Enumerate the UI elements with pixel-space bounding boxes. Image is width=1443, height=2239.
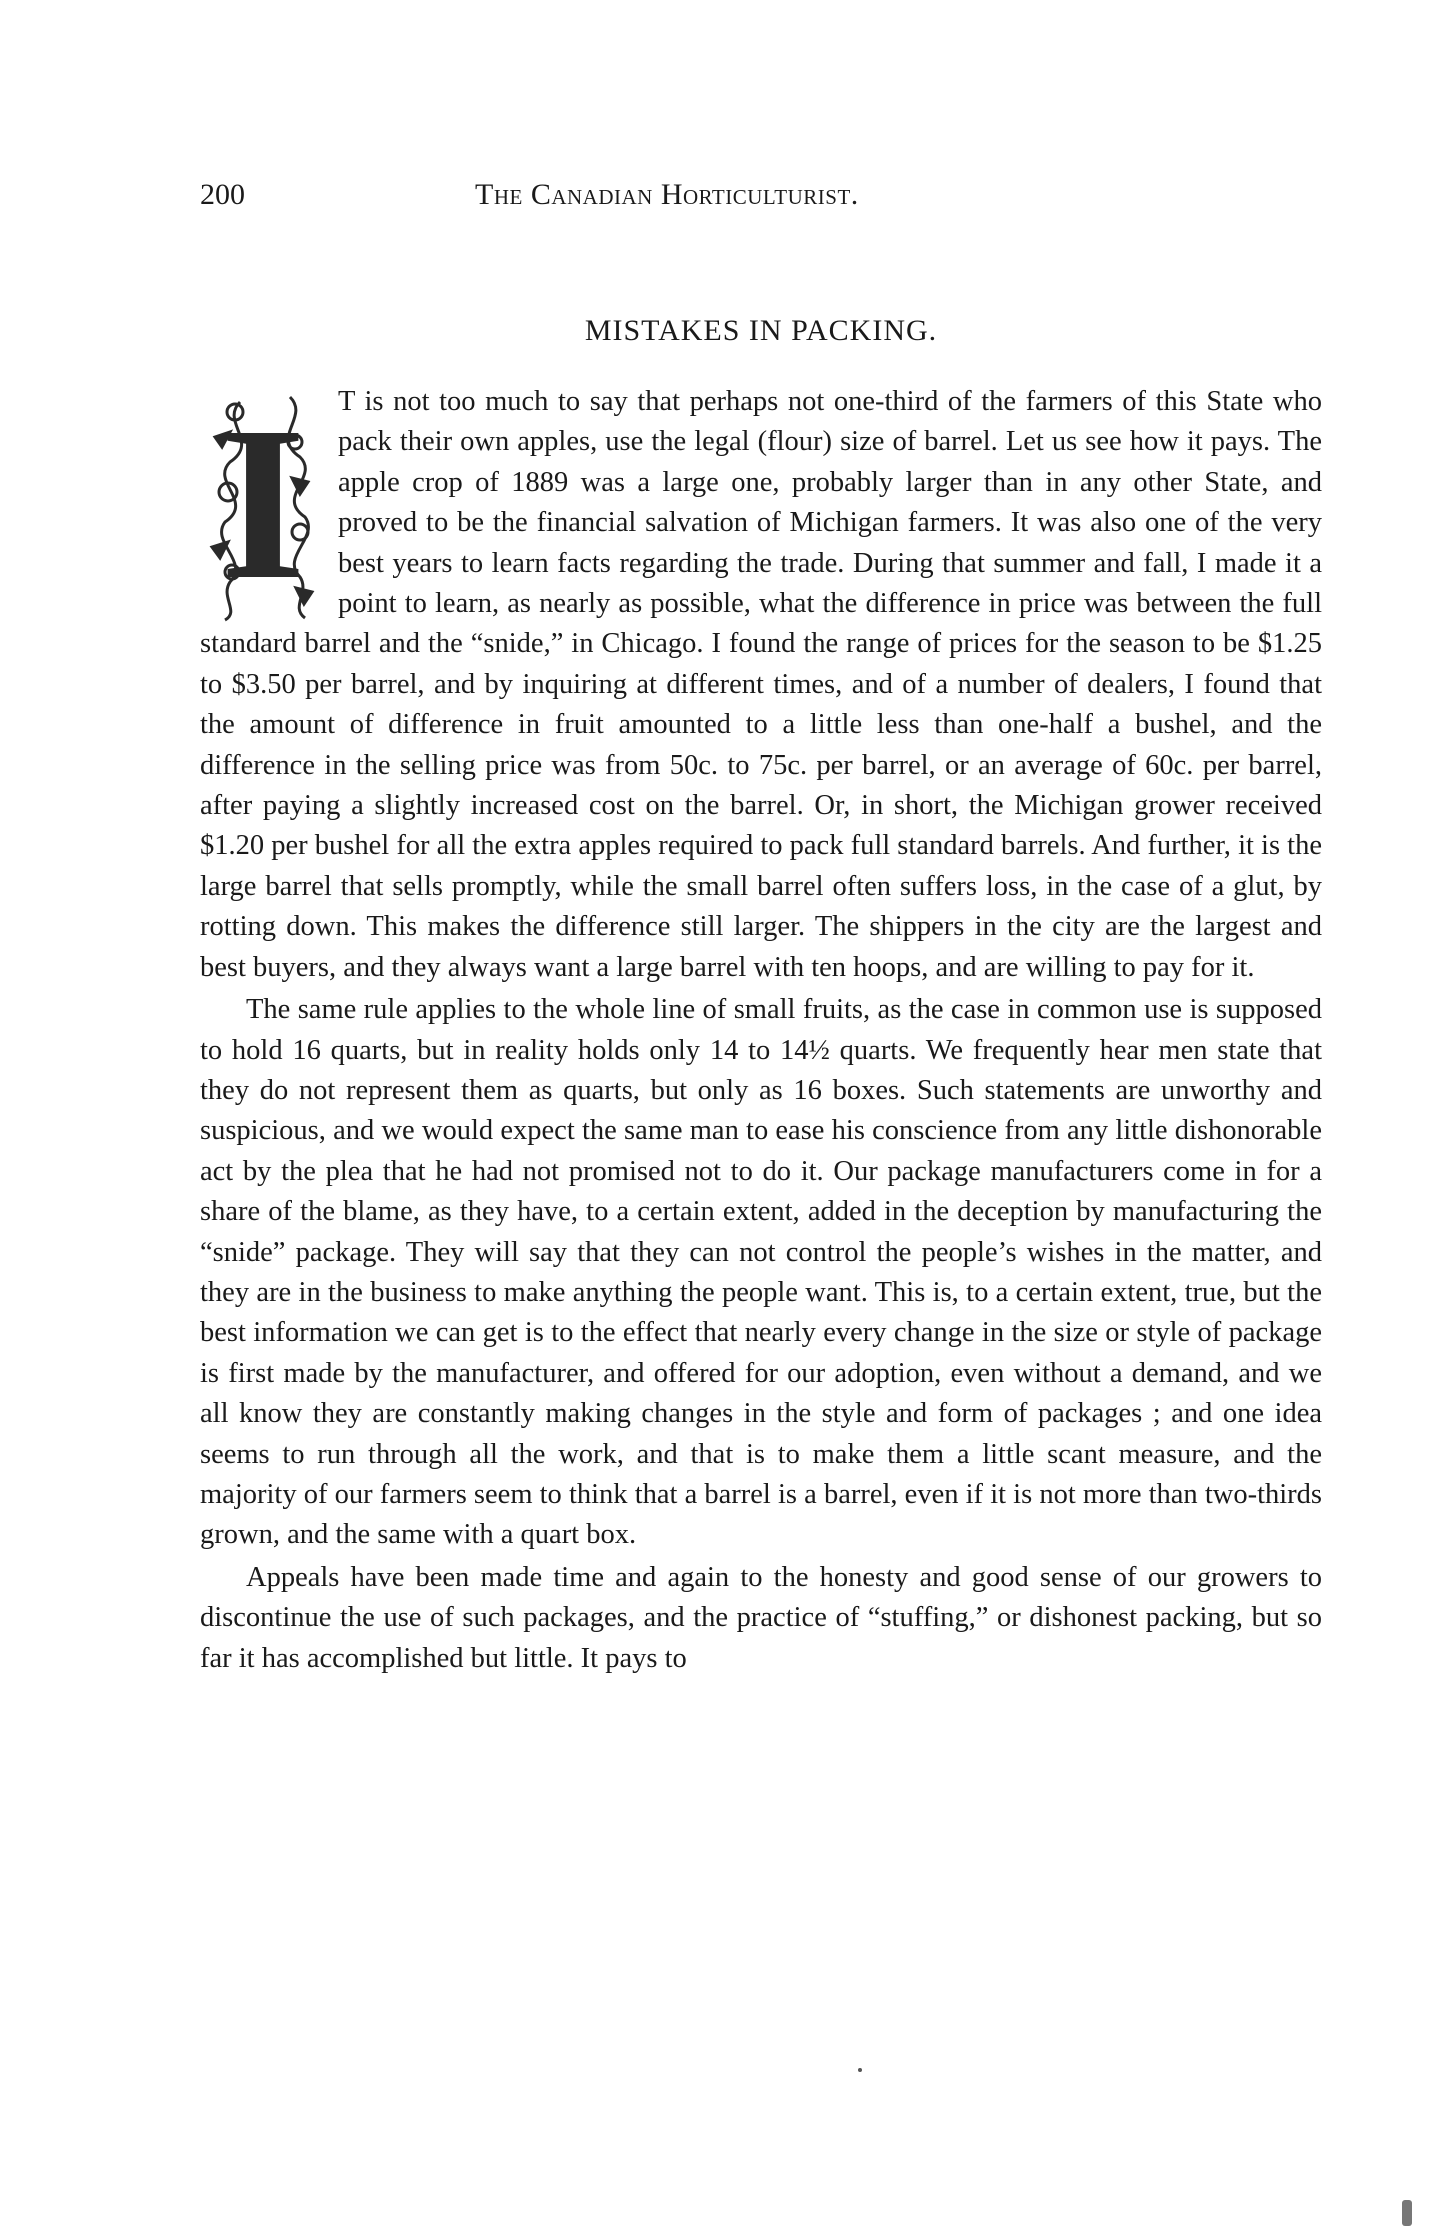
ornamental-drop-cap — [200, 382, 326, 624]
page-speck — [858, 2068, 862, 2072]
page-number: 200 — [200, 178, 245, 211]
running-title: The Canadian Horticulturist. — [475, 178, 859, 211]
running-header — [200, 178, 1000, 226]
drop-cap-letter: I — [220, 381, 306, 625]
paragraph-3: Appeals have been made time and again to the honesty and good sense of our growers to discontinue the use of such packages, and the practice of “stuffing,” or dishonest packing, but so far it has accomplished but little. It pays to — [200, 1561, 1322, 1674]
article-title: MISTAKES IN PACKING. — [584, 314, 938, 347]
paragraph-1 — [200, 382, 1322, 988]
page-speck — [1402, 2200, 1412, 2226]
article-body — [200, 382, 1322, 1681]
paragraph-1-text: T is not too much to say that perhaps not one-third of the farmers of this State who pack their own apples, use the legal (flour) size of barrel. Let us see how it pays. The apple crop of 1889 was a large one, probably larger than in any other State, and proved to be the financial salvation of Michigan farmers. It was also one of the very best years to learn facts regarding the trade. During that summer and fall, I made it a point to learn, as nearly as possible, what the difference in price was between the full standard barrel and the “snide,” in Chicago. I found the range of prices for the season to be $1.25 to $3.50 per barrel, and by inquiring at different times, and of a number of dealers, I found that the amount of difference in fruit amounted to a little less than one-half a bushel, and the difference in the selling price was from 50c. to 75c. per barrel, or an average of 60c. per barrel, after paying a slightly increased cost on the barrel. Or, in short, the Michigan grower received $1.20 per bushel for all the extra apples required to pack full standard barrels. And further, it is the large barrel that sells promptly, while the small barrel often suffers loss, in the case of a glut, by rotting down. This makes the difference still larger. The shippers in the city are the largest and best buyers, and they always want a large barrel with ten hoops, and are willing to pay for it. — [200, 386, 1322, 983]
paragraph-2: The same rule applies to the whole line of small fruits, as the case in common use is supposed to hold 16 quarts, but in reality holds only 14 to 14½ quarts. We frequently hear men state that they do not represent them as quarts, but only as 16 boxes. Such statements are unworthy and suspicious, and we would expect the same man to ease his conscience from any little dishonorable act by the plea that he had not promised not to do it. Our package manufacturers come in for a share of the blame, as they have, to a certain extent, added in the deception by manufacturing the “snide” package. They will say that they can not control the people’s wishes in the matter, and they are in the business to make anything the people want. This is, to a certain extent, true, but the best information we can get is to the effect that nearly every change in the size or style of package is first made by the manufacturer, and offered for our adoption, even without a demand, and we all know they are constantly making changes in the style and form of packages ; and one idea seems to run through all the work, and that is to make them a little scant measure, and the majority of our farmers seem to think that a barrel is a barrel, even if it is not more than two-thirds grown, and the same with a quart box. — [200, 994, 1322, 1551]
